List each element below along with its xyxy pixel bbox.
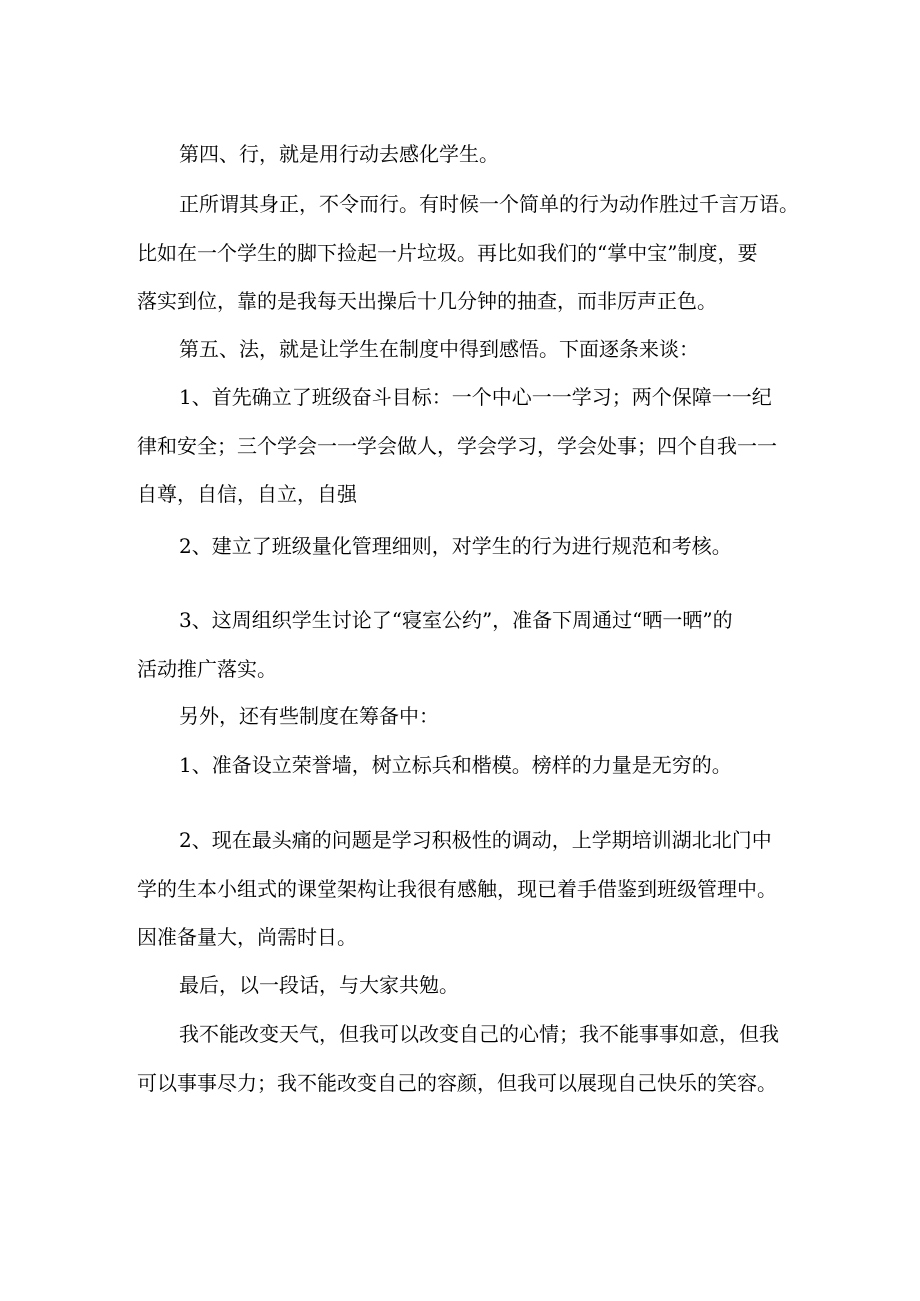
list-item-motivation xyxy=(137,816,797,962)
text-line: 学的生本小组式的课堂架构让我很有感触，现已着手借鉴到班级管理中。 xyxy=(137,876,777,901)
text-line: 比如在一个学生的脚下捡起一片垃圾。再比如我们的“掌中宝”制度，要 xyxy=(137,240,758,265)
text-line: 自尊，自信，自立，自强 xyxy=(137,482,357,506)
text-line: 活动推广落实。 xyxy=(137,656,277,681)
text-line: 3、这周组织学生讨论了“寝室公约”，准备下周通过“晒一晒”的 xyxy=(179,608,733,632)
text-line: 律和安全；三个学会一一学会做人，学会学习，学会处事；四个自我一一 xyxy=(137,433,777,458)
list-item-dorm xyxy=(137,596,797,693)
text-line: 1、首先确立了班级奋斗目标：一个中心一一学习；两个保障一一纪 xyxy=(179,385,772,409)
paragraph-other xyxy=(137,692,797,741)
paragraph-5-heading xyxy=(137,325,797,374)
paragraph-4-body xyxy=(137,180,797,326)
list-item-honor-wall xyxy=(137,741,797,790)
list-item-rules xyxy=(137,522,797,571)
text-line: 另外，还有些制度在筹备中： xyxy=(179,704,439,728)
paragraph-quote xyxy=(137,1010,797,1107)
paragraph-4-heading xyxy=(137,130,797,179)
paragraph-closing xyxy=(137,961,797,1010)
text-line: 2、建立了班级量化管理细则，对学生的行为进行规范和考核。 xyxy=(179,534,732,558)
list-item-goals xyxy=(137,373,797,519)
text-line: 第五、法，就是让学生在制度中得到感悟。下面逐条来谈： xyxy=(179,337,699,361)
text-line: 落实到位，靠的是我每天出操后十几分钟的抽查，而非厉声正色。 xyxy=(137,289,717,313)
text-line: 正所谓其身正，不令而行。有时候一个简单的行为动作胜过千言万语。 xyxy=(179,192,799,216)
text-line: 最后，以一段话，与大家共勉。 xyxy=(179,973,459,997)
text-line: 1、准备设立荣誉墙，树立标兵和楷模。榜样的力量是无穷的。 xyxy=(179,753,732,777)
text-line: 第四、行，就是用行动去感化学生。 xyxy=(179,142,499,166)
text-line: 2、现在最头痛的问题是学习积极性的调动，上学期培训湖北北门中 xyxy=(179,828,772,852)
text-line: 可以事事尽力；我不能改变自己的容颜，但我可以展现自己快乐的笑容。 xyxy=(137,1070,777,1095)
text-line: 因准备量大，尚需时日。 xyxy=(137,925,357,949)
text-line: 我不能改变天气，但我可以改变自己的心情；我不能事事如意，但我 xyxy=(179,1022,779,1046)
